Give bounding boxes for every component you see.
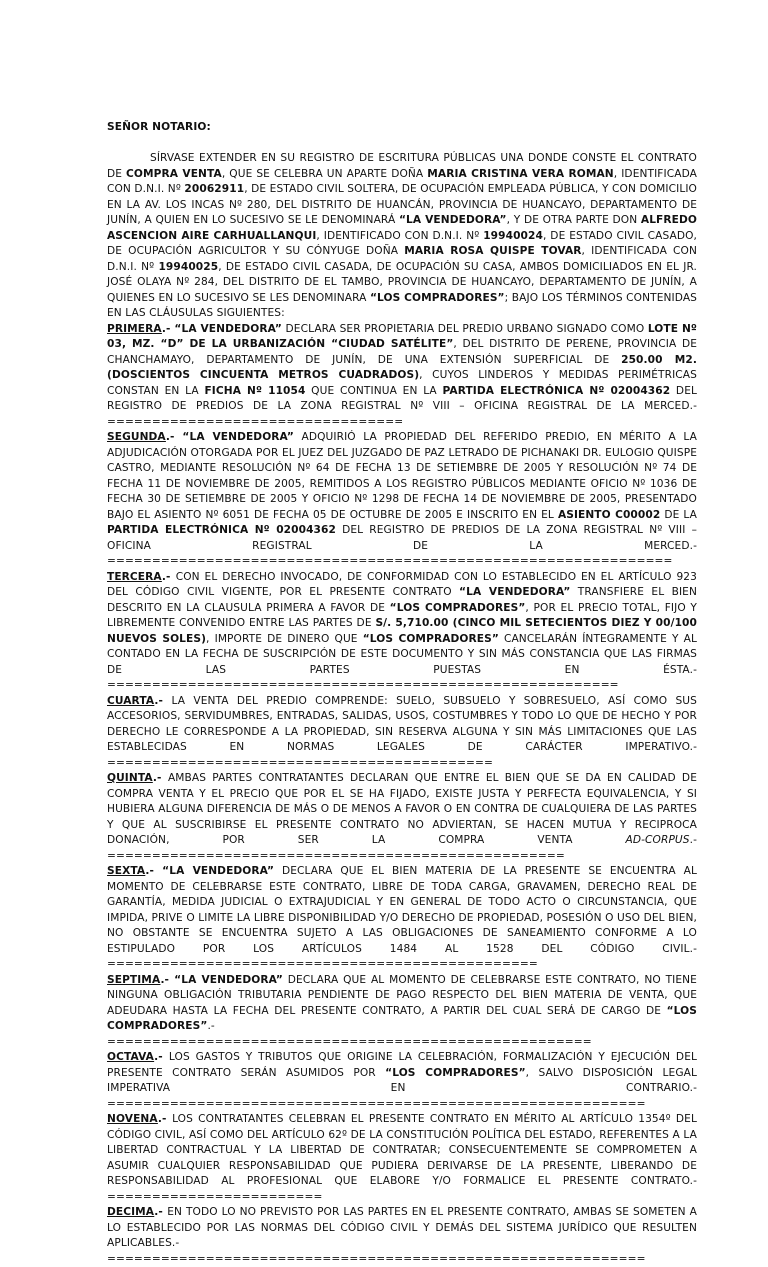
- text-run: “LA VENDEDORA”: [174, 973, 283, 986]
- document-body: [107, 151, 697, 1267]
- salutation: SEÑOR NOTARIO:: [107, 121, 211, 133]
- text-run: DE LA: [660, 508, 698, 521]
- text-run: PARTIDA ELECTRÓNICA Nº 02004362: [442, 384, 671, 397]
- text-run: “LOS COMPRADORES”: [107, 1004, 697, 1032]
- text-run: , IMPORTE DE DINERO QUE: [206, 632, 363, 645]
- text-run: “LA VENDEDORA”: [162, 865, 275, 877]
- text-run: MARIA ROSA QUISPE TOVAR: [404, 245, 582, 257]
- text-run: DECLARA SER PROPIETARIA DEL PREDIO URBANO SIGNADO COMO: [281, 322, 648, 335]
- text-run: AD-CORPUS: [625, 834, 690, 846]
- text-run: “LA VENDEDORA”: [182, 431, 294, 443]
- text-run: QUE CONTINUA EN LA: [305, 384, 443, 397]
- clause-heading: OCTAVA: [107, 1051, 155, 1063]
- text-run: COMPRA VENTA: [126, 167, 222, 180]
- clause-paragraph: [107, 1050, 697, 1112]
- text-run: LOTE Nº 03, MZ. “D” DE LA URBANIZACIÓN “CIUDAD SATÉLITE”: [107, 322, 697, 350]
- clause-heading: SEPTIMA: [107, 973, 161, 986]
- text-run: DECLARA QUE EL BIEN MATERIA DE LA PRESENTE SE ENCUENTRA AL MOMENTO DE CELEBRARSE ESTE CONTRATO, LIBRE DE TODA CARGA, GRAVAMEN, DERECHO REAL DE GARANTÍA, MEDIDA JUDICIAL O EXTRAJUDICIAL Y EN GENERAL DE TODO ACTO O CIRCUNSTANCIA, QUE IMPIDA, PRIVE O LIMITE LA LIBRE DISPONIBILIDAD Y/O DERECHO DE PROPIEDAD, POSESIÓN O USO DEL BIEN, NO OBSTANTE SE ENCUENTRA SUJETO A LAS OBLIGACIONES DE SANEAMIENTO CONFORME A LO ESTIPULADO POR LOS ARTÍCULOS 1484 AL 1528 DEL CÓDIGO CIVIL.-================================================: [107, 865, 697, 970]
- text-run: CON EL DERECHO INVOCADO, DE CONFORMIDAD CON LO ESTABLECIDO EN EL ARTÍCULO 923 DEL CÓDIGO CIVIL VIGENTE, POR EL PRESENTE CONTRATO: [107, 570, 697, 598]
- text-run: .-: [154, 1206, 168, 1218]
- text-run: LA VENTA DEL PREDIO COMPRENDE: SUELO, SUBSUELO Y SOBRESUELO, ASÍ COMO SUS ACCESORIOS, SERVIDUMBRES, ENTRADAS, SALIDAS, USOS, COSTUMBRES Y TODO LO QUE DE HECHO Y POR DERECHO LE CORRESPONDE A LA PROPIEDAD, SIN RESERVA ALGUNA Y SIN MÁS LIMITACIONES QUE LAS ESTABLECIDAS EN NORMAS LEGALES DE CARÁCTER IMPERATIVO.-===========================================: [107, 694, 697, 769]
- text-run: .-: [161, 322, 175, 335]
- text-run: .-: [152, 772, 168, 784]
- clause-heading: DECIMA: [107, 1206, 155, 1218]
- clause-paragraph: [107, 430, 697, 570]
- text-run: .-======================================================: [107, 1020, 592, 1048]
- clause-paragraph: [107, 1205, 697, 1267]
- text-run: MARIA CRISTINA VERA ROMAN: [427, 167, 614, 180]
- text-run: .-: [157, 1113, 173, 1125]
- text-run: EN TODO LO NO PREVISTO POR LAS PARTES EN EL PRESENTE CONTRATO, AMBAS SE SOMETEN A LO ESTABLECIDO POR LAS NORMAS DEL CÓDIGO CIVIL Y DEMÁS DEL SISTEMA JURÍDICO QUE RESULTEN APLICABLES.-============================================================: [107, 1206, 697, 1265]
- clause-paragraph: [107, 1112, 697, 1205]
- text-run: , DE ESTADO CIVIL SOLTERA, DE OCUPACIÓN EMPLEADA PÚBLICA, Y CON DOMICILIO EN LA AV. LOS INCAS Nº 280, DEL DISTRITO DE HUANCÁN, PROVINCIA DE HUANCAYO, DEPARTAMENTO DE JUNÍN, A QUIEN EN LO SUCESIVO SE LE DENOMINARÁ: [107, 183, 697, 226]
- text-run: S/. 5,710.00 (CINCO MIL SETECIENTOS DIEZ Y 00/100 NUEVOS SOLES): [107, 617, 697, 645]
- text-run: , DE ESTADO CIVIL CASADO, DE OCUPACIÓN AGRICULTOR Y SU CÓNYUGE DOÑA: [107, 229, 698, 257]
- text-run: DEL REGISTRO DE PREDIOS DE LA ZONA REGISTRAL Nº VIII – OFICINA REGISTRAL DE LA MERCED.-===============================================================: [107, 524, 697, 567]
- clause-paragraph: [107, 322, 697, 431]
- clause-heading: CUARTA: [107, 694, 155, 707]
- clause-heading: SEXTA: [107, 865, 146, 877]
- text-run: .-: [165, 431, 183, 443]
- text-run: DECLARA QUE AL MOMENTO DE CELEBRARSE ESTE CONTRATO, NO TIENE NINGUNA OBLIGACIÓN TRIBUTARIA PENDIENTE DE PAGO RESPECTO DEL BIEN MATERIA DE VENTA, QUE ADEUDARA HASTA LA FECHA DEL PRESENTE CONTRATO, A PARTIR DEL CUAL SERÁ DE CARGO DE: [107, 973, 697, 1017]
- text-run: , SALVO DISPOSICIÓN LEGAL IMPERATIVA EN CONTRARIO.-============================================================: [107, 1066, 697, 1110]
- text-run: “LOS COMPRADORES”: [385, 1066, 526, 1079]
- text-run: , IDENTIFICADA CON D.N.I. Nº: [107, 245, 698, 273]
- text-run: 19940024: [483, 229, 543, 242]
- text-run: “LOS COMPRADORES”: [389, 601, 526, 614]
- text-run: , Y DE OTRA PARTE DON: [506, 214, 641, 226]
- text-run: SÍRVASE EXTENDER EN SU REGISTRO DE ESCRITURA PÚBLICAS UNA DONDE CONSTE EL CONTRATO DE: [107, 152, 697, 180]
- clause-heading: TERCERA: [107, 570, 162, 583]
- text-run: 250.00 M2. (DOSCIENTOS CINCUENTA METROS CUADRADOS): [107, 353, 697, 381]
- clause-paragraph: [107, 973, 697, 1051]
- text-run: PARTIDA ELECTRÓNICA Nº 02004362: [107, 524, 336, 536]
- text-run: CANCELARÁN ÍNTEGRAMENTE Y AL CONTADO EN LA FECHA DE SUSCRIPCIÓN DE ESTE DOCUMENTO Y SIN MÁS CONSTANCIA QUE LAS FIRMAS DE LAS PARTES PUESTAS EN ÉSTA.-=========================================================: [107, 632, 697, 691]
- text-run: LOS CONTRATANTES CELEBRAN EL PRESENTE CONTRATO EN MÉRITO AL ARTÍCULO 1354º DEL CÓDIGO CIVIL, ASÍ COMO DEL ARTÍCULO 62º DE LA CONSTITUCIÓN POLÍTICA DEL ESTADO, REFERENTES A LA LIBERTAD CONTRACTUAL Y LA LIBERTAD DE CONTRATAR; CONSECUENTEMENTE SE COMPROMETEN A ASUMIR CUALQUIER RESPONSABILIDAD QUE PUDIERA DERIVARSE DE LA PRESENTE, LIBERANDO DE RESPONSABILIDAD AL PROFESIONAL QUE ELABORE Y/O FORMALICE EL PRESENTE CONTRATO.-========================: [107, 1113, 697, 1203]
- text-run: 19940025: [158, 260, 219, 273]
- text-run: .-: [145, 865, 163, 877]
- text-run: .-: [154, 1051, 169, 1063]
- text-run: .-: [160, 973, 175, 986]
- text-run: , POR EL PRECIO TOTAL, FIJO Y LIBREMENTE CONVENIDO ENTRE LAS PARTES DE: [107, 601, 697, 629]
- clause-paragraph: [107, 771, 697, 864]
- text-run: FICHA Nº 11054: [204, 384, 306, 397]
- text-run: , CUYOS LINDEROS Y MEDIDAS PERIMÉTRICAS CONSTAN EN LA: [107, 369, 697, 397]
- text-run: ; BAJO LOS TÉRMINOS CONTENIDAS EN LAS CLÁUSULAS SIGUIENTES:: [107, 291, 697, 319]
- clause-heading: PRIMERA: [107, 322, 162, 335]
- text-run: AMBAS PARTES CONTRATANTES DECLARAN QUE ENTRE EL BIEN QUE SE DA EN CALIDAD DE COMPRA VENTA Y EL PRECIO QUE POR EL SE HA FIJADO, EXISTE JUSTA Y PERFECTA EQUIVALENCIA, Y SI HUBIERA ALGUNA DIFERENCIA DE MÁS O DE MENOS A FAVOR O EN CONTRA DE CUALQUIERA DE LAS PARTES Y QUE AL SUSCRIBIRSE EL PRESENTE CONTRATO NO ADVIERTAN, SE HACEN MUTUA Y RECIPROCA DONACIÓN, POR SER LA COMPRA VENTA: [107, 772, 697, 846]
- clause-paragraph: [107, 570, 697, 694]
- text-run: “LA VENDEDORA”: [459, 586, 571, 598]
- text-run: “LOS COMPRADORES”: [362, 632, 499, 645]
- clause-heading: QUINTA: [107, 772, 153, 784]
- text-run: .-===================================================: [107, 834, 697, 862]
- text-run: “LA VENDEDORA”: [174, 322, 282, 335]
- text-run: .-: [154, 694, 172, 707]
- clause-heading: SEGUNDA: [107, 431, 166, 443]
- document-page: [107, 120, 697, 1267]
- text-run: “LA VENDEDORA”: [398, 214, 507, 226]
- text-run: , DE ESTADO CIVIL CASADA, DE OCUPACIÓN SU CASA, AMBOS DOMICILIADOS EN EL JR. JOSÉ OLAYA Nº 284, DEL DISTRITO DE EL TAMBO, PROVINCIA DE HUANCAYO, DEPARTAMENTO DE JUNÍN, A QUIENES EN LO SUCESIVO SE LES DENOMINARA: [107, 260, 697, 304]
- text-run: , DEL DISTRITO DE PERENE, PROVINCIA DE CHANCHAMAYO, DEPARTAMENTO DE JUNÍN, DE UNA EXTENSIÓN SUPERFICIAL DE: [107, 338, 698, 366]
- text-run: “LOS COMPRADORES”: [369, 291, 505, 304]
- clause-paragraph: [107, 864, 697, 973]
- text-run: , QUE SE CELEBRA UN APARTE DOÑA: [221, 167, 428, 180]
- text-run: , IDENTIFICADA CON D.N.I. Nº: [107, 167, 697, 195]
- text-run: .-: [161, 570, 176, 583]
- clause-paragraph: [107, 694, 697, 772]
- text-run: LOS GASTOS Y TRIBUTOS QUE ORIGINE LA CELEBRACIÓN, FORMALIZACIÓN Y EJECUCIÓN DEL PRESENTE CONTRATO SERÁN ASUMIDOS POR: [107, 1051, 697, 1079]
- text-run: TRANSFIERE EL BIEN DESCRITO EN LA CLAUSULA PRIMERA A FAVOR DE: [107, 586, 698, 614]
- clause-heading: NOVENA: [107, 1113, 158, 1125]
- intro-paragraph: [107, 151, 697, 322]
- text-run: 20062911: [184, 183, 245, 195]
- text-run: , IDENTIFICADO CON D.N.I. Nº: [316, 229, 484, 242]
- text-run: DEL REGISTRO DE PREDIOS DE LA ZONA REGISTRAL Nº VIII – OFICINA REGISTRAL DE LA MERCED.-=================================: [107, 384, 697, 428]
- text-run: ADQUIRIÓ LA PROPIEDAD DEL REFERIDO PREDIO, EN MÉRITO A LA ADJUDICACIÓN OTORGADA POR EL JUEZ DEL JUZGADO DE PAZ LETRADO DE PICHANAKI DR. EULOGIO QUISPE CASTRO, MEDIANTE RESOLUCIÓN Nº 64 DE FECHA 13 DE SETIEMBRE DE 2005 Y RESOLUCIÓN Nº 74 DE FECHA 11 DE NOVIEMBRE DE 2005, REMITIDOS A LOS REGISTRO PÚBLICOS MEDIANTE OFICIO Nº 1036 DE FECHA 30 DE SETIEMBRE DE 2005 Y OFICIO Nº 1298 DE FECHA 14 DE NOVIEMBRE DE 2005, PRESENTADO BAJO EL ASIENTO Nº 6051 DE FECHA 05 DE OCTUBRE DE 2005 E INSCRITO EN EL: [107, 431, 697, 521]
- text-run: ASIENTO C00002: [557, 508, 661, 521]
- text-run: ALFREDO ASCENCION AIRE CARHUALLANQUI: [107, 214, 697, 242]
